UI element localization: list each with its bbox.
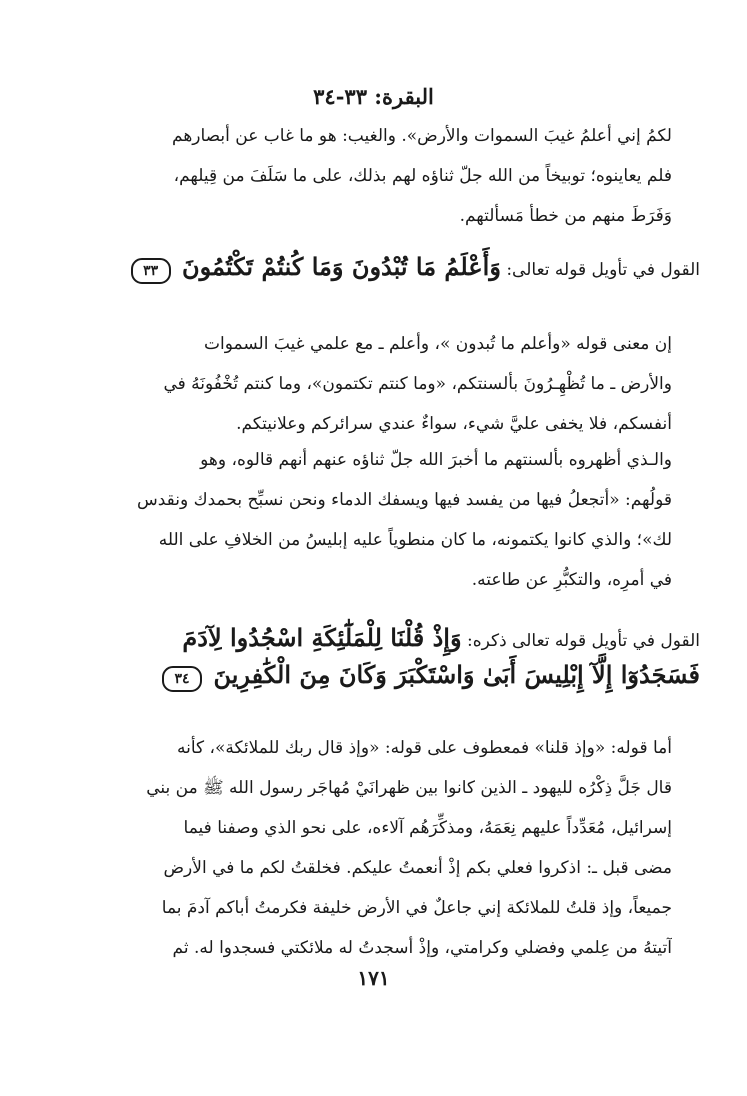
paragraph-4: [80, 728, 672, 968]
text-line: والأرض ـ ما تُظْهِـرُونَ بألسنتكم، «وما كنتم تكتمون»، وما كنتم تُخْفُونَهُ في: [163, 374, 672, 394]
quran-verse-line-2: فَسَجَدُوٓا إِلَّآ إِبْلِيسَ أَبَىٰ وَاسْتَكْبَرَ وَكَانَ مِنَ الْكَٰفِرِينَ: [213, 660, 700, 689]
text-line: فلم يعاينوه؛ توبيخاً من الله جلّ ثناؤه لهم بذلك، على ما سَلَفَ من قِيلهم،: [173, 166, 672, 186]
page-header: [0, 84, 747, 109]
heading-intro: القول في تأويل قوله تعالى ذكره:: [466, 631, 700, 651]
verse-heading-33: [60, 252, 700, 284]
text-line: في أمرِه، والتكبُّرِ عن طاعته.: [471, 570, 672, 590]
text-line: أما قوله: «وإذ قلنا» فمعطوف على قوله: «وإذ قال ربك للملائكة»، كأنه: [177, 738, 672, 758]
text-line: قال جَلَّ ذِكْرُه لليهود ـ الذين كانوا بين ظهرانَيْ مُهاجَر رسول الله ﷺ من بني: [146, 778, 672, 798]
text-line: أنفسكم، فلا يخفى عليَّ شيء، سواءٌ عندي سرائركم وعلانيتكم.: [236, 414, 672, 434]
text-line: وَفَرَطَ منهم من خطأ مَسألتهم.: [459, 206, 672, 226]
quran-verse: وَأَعْلَمُ مَا تُبْدُونَ وَمَا كُنتُمْ تَكْتُمُونَ: [182, 252, 501, 281]
text-line: إن معنى قوله «وأعلم ما تُبدون »، وأعلم ـ مع علمي غيبَ السموات: [204, 334, 672, 354]
ayah-number-badge: ٣٤: [162, 666, 202, 692]
text-line: جميعاً، وإذ قلتُ للملائكة إني جاعلٌ في الأرض خليفة فكرمتُ أباكم آدمَ بما: [161, 898, 672, 918]
verse-heading-34: [60, 620, 700, 694]
ayah-number-badge: ٣٣: [131, 258, 171, 284]
surah-reference: البقرة: ٣٣-٣٤: [313, 84, 434, 109]
text-line: لكمُ إني أعلمُ غيبَ السموات والأرض». والغيب: هو ما غاب عن أبصارهم: [172, 126, 672, 146]
text-line: مضى قبل ـ: اذكروا فعلي بكم إذْ أنعمتُ عليكم. فخلقتُ لكم ما في الأرض: [163, 858, 672, 878]
text-line: والـذي أظهروه بألسنتهم ما أخبرَ الله جلّ ثناؤه عنهم أنهم قالوه، وهو: [200, 450, 672, 470]
text-line: آتيتهُ من عِلمي وفضلي وكرامتي، وإذْ أسجدتُ له ملائكتي فسجدوا له. ثم: [172, 938, 672, 958]
heading-intro: القول في تأويل قوله تعالى:: [506, 260, 700, 280]
text-line: لك»؛ والذي كانوا يكتمونه، ما كان منطوياً عليه إبليسُ من الخلافِ على الله: [158, 530, 672, 550]
page-number: ١٧١: [357, 966, 390, 990]
quran-verse-line-1: وَإِذْ قُلْنَا لِلْمَلَٰٓئِكَةِ اسْجُدُوا لِآدَمَ: [182, 623, 462, 652]
paragraph-2: [80, 324, 672, 444]
text-line: إسرائيل، مُعَدِّداً عليهم نِعَمَهُ، ومذكِّرَهُم آلاءه، على نحو الذي وصفنا فيما: [183, 818, 672, 838]
paragraph-3: [80, 440, 672, 600]
text-line: قولُهم: «أتجعلُ فيها من يفسد فيها ويسفك الدماء ونحن نسبِّح بحمدك ونقدس: [136, 490, 672, 510]
paragraph-1: [80, 116, 672, 236]
